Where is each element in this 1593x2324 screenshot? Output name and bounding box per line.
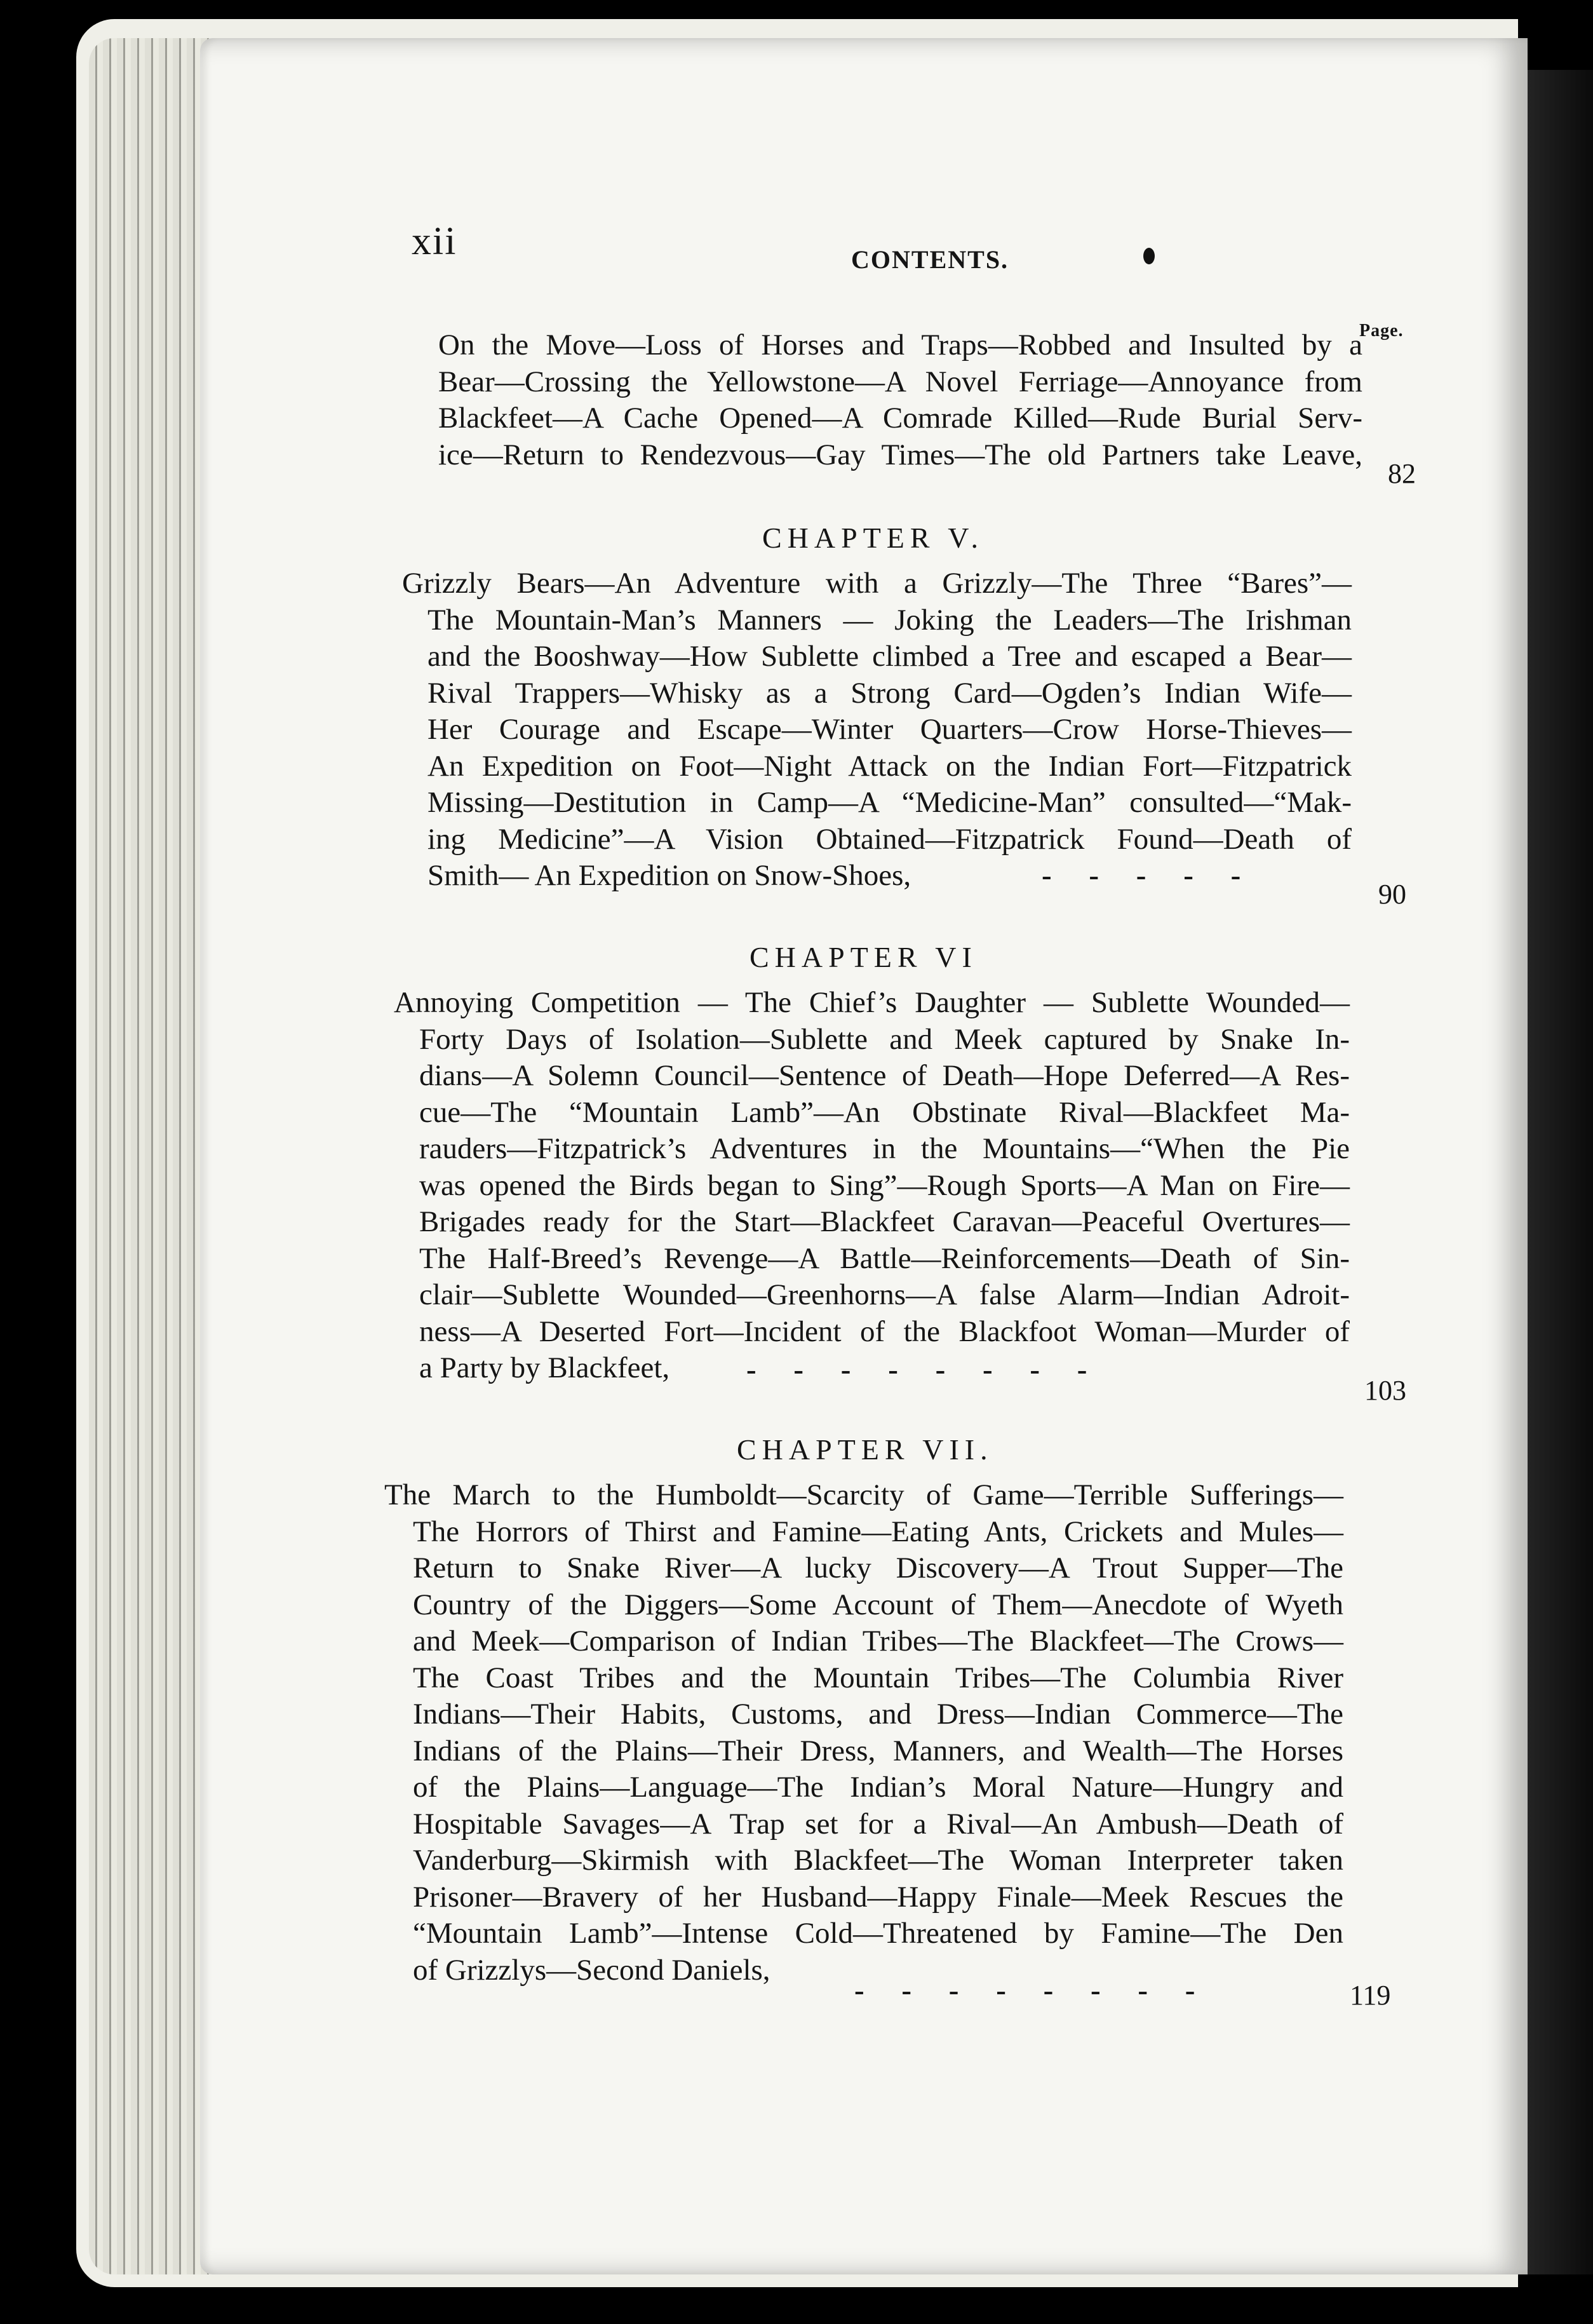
- entry-line: Indians—Their Habits, Customs, and Dress—Indian Commerce—The: [413, 1698, 1343, 1731]
- entry-line: a Party by Blackfeet,: [419, 1351, 670, 1384]
- entry-line: dians—A Solemn Council—Sentence of Death—Hope Deferred—A Res-: [419, 1059, 1350, 1092]
- entry-line: The March to the Humboldt—Scarcity of Game—Terrible Sufferings—: [384, 1478, 1343, 1511]
- page-column-label: Page.: [1359, 321, 1404, 341]
- entry-line: of Grizzlys—Second Daniels,: [413, 1953, 770, 1987]
- entry-line: Hospitable Savages—A Trap set for a Rival—An Ambush—Death of: [413, 1807, 1343, 1841]
- entry-line: The Coast Tribes and the Mountain Tribes—The Columbia River: [413, 1661, 1343, 1694]
- entry-line: Return to Snake River—A lucky Discovery—A Trout Supper—The: [413, 1551, 1343, 1584]
- entry-line: The Horrors of Thirst and Famine—Eating Ants, Crickets and Mules—: [413, 1515, 1343, 1548]
- entry-line: Grizzly Bears—An Adventure with a Grizzly—The Three “Bares”—: [402, 567, 1352, 600]
- entry-line: and the Booshway—How Sublette climbed a Tree and escaped a Bear—: [427, 640, 1352, 673]
- entry-line: Blackfeet—A Cache Opened—A Comrade Killed—Rude Burial Serv-: [438, 402, 1362, 435]
- entry-line: Prisoner—Bravery of her Husband—Happy Finale—Meek Rescues the: [413, 1880, 1343, 1914]
- entry-line: ing Medicine”—A Vision Obtained—Fitzpatrick Found—Death of: [427, 822, 1352, 856]
- ink-spot: [1143, 248, 1155, 264]
- page-edges: [89, 38, 210, 2274]
- entry-line: ice—Return to Rendezvous—Gay Times—The old Partners take Leave,: [438, 438, 1362, 471]
- entry-line: and Meek—Comparison of Indian Tribes—The Blackfeet—The Crows—: [413, 1625, 1343, 1658]
- entry-line: Bear—Crossing the Yellowstone—A Novel Ferriage—Annoyance from: [438, 365, 1362, 398]
- entry-line: Brigades ready for the Start—Blackfeet Caravan—Peaceful Overtures—: [419, 1205, 1350, 1238]
- entry-line: Rival Trappers—Whisky as a Strong Card—Ogden’s Indian Wife—: [427, 676, 1352, 710]
- page-number: 119: [1350, 1980, 1391, 2011]
- chapter-heading: CHAPTER VI: [749, 941, 978, 973]
- entry-line: Her Courage and Escape—Winter Quarters—Crow Horse-Thieves—: [427, 713, 1352, 746]
- contents-entry: [438, 327, 1362, 473]
- dot-leaders: - - - - - - - -: [746, 1353, 1087, 1386]
- page-number: 103: [1364, 1375, 1406, 1406]
- entry-line: On the Move—Loss of Horses and Traps—Robbed and Insulted by a: [438, 328, 1362, 361]
- contents-entry: [384, 1477, 1343, 1989]
- contents-entry: [402, 565, 1352, 895]
- chapter-heading: CHAPTER VII.: [737, 1433, 993, 1466]
- entry-line: Indians of the Plains—Their Dress, Manners, and Wealth—The Horses: [413, 1734, 1343, 1767]
- running-title: CONTENTS.: [851, 245, 1009, 274]
- entry-line: rauders—Fitzpatrick’s Adventures in the Mountains—“When the Pie: [419, 1132, 1350, 1165]
- entry-line: cue—The “Mountain Lamb”—An Obstinate Rival—Blackfeet Ma-: [419, 1095, 1350, 1129]
- dot-leaders: - - - - -: [1042, 859, 1241, 892]
- folio: xii: [412, 220, 457, 263]
- entry-line: was opened the Birds began to Sing”—Rough Sports—A Man on Fire—: [419, 1168, 1350, 1202]
- entry-line: Annoying Competition — The Chief’s Daughter — Sublette Wounded—: [394, 986, 1350, 1019]
- entry-line: Missing—Destitution in Camp—A “Medicine-Man” consulted—“Mak-: [427, 786, 1352, 819]
- page-number: 90: [1378, 879, 1406, 910]
- entry-line: Vanderburg—Skirmish with Blackfeet—The Woman Interpreter taken: [413, 1844, 1343, 1877]
- entry-line: An Expedition on Foot—Night Attack on the Indian Fort—Fitzpatrick: [427, 749, 1352, 783]
- entry-line: Forty Days of Isolation—Sublette and Meek captured by Snake In-: [419, 1022, 1350, 1056]
- entry-line: Country of the Diggers—Some Account of Them—Anecdote of Wyeth: [413, 1588, 1343, 1621]
- page-number: 82: [1388, 458, 1416, 489]
- chapter-heading: CHAPTER V.: [762, 522, 985, 554]
- entry-line: “Mountain Lamb”—Intense Cold—Threatened by Famine—The Den: [413, 1917, 1343, 1950]
- running-head: [0, 219, 1593, 283]
- entry-line: clair—Sublette Wounded—Greenhorns—A false Alarm—Indian Adroit-: [419, 1278, 1350, 1311]
- contents-entry: [394, 985, 1350, 1387]
- entry-line: The Mountain-Man’s Manners — Joking the Leaders—The Irishman: [427, 603, 1352, 637]
- dot-leaders: - - - - - - - -: [854, 1974, 1195, 2007]
- entry-line: ness—A Deserted Fort—Incident of the Blackfoot Woman—Murder of: [419, 1314, 1350, 1348]
- entry-line: The Half-Breed’s Revenge—A Battle—Reinforcements—Death of Sin-: [419, 1241, 1350, 1275]
- entry-line: Smith— An Expedition on Snow-Shoes,: [427, 859, 911, 892]
- entry-line: of the Plains—Language—The Indian’s Moral Nature—Hungry and: [413, 1771, 1343, 1804]
